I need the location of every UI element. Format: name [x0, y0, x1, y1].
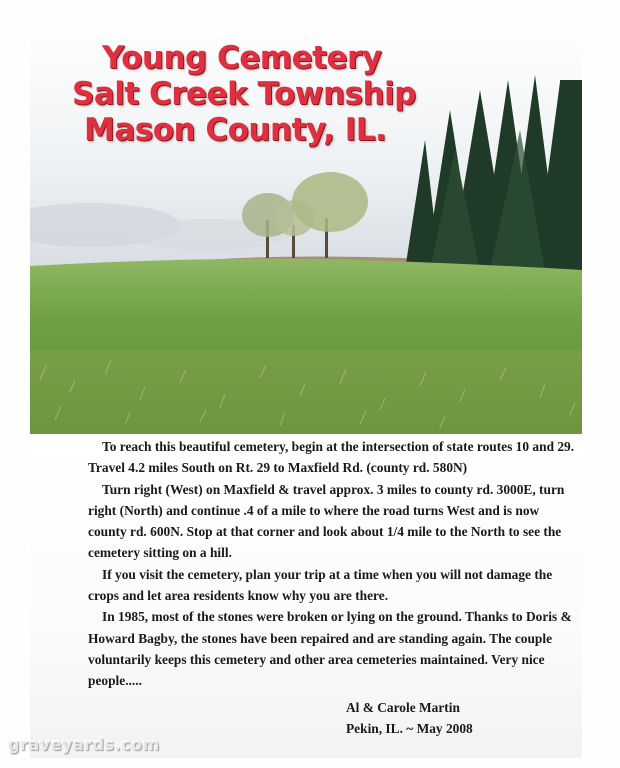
directions-text	[88, 436, 578, 692]
paragraph-directions-start: To reach this beautiful cemetery, begin at the intersection of state routes 10 and 29. Travel 4.2 miles South on Rt. 29 to Maxfield Rd. (county rd. 580N)	[88, 439, 575, 476]
title-line-county: Mason County, IL.	[84, 112, 387, 148]
cemetery-title	[72, 40, 416, 148]
title-line-cemetery: Young Cemetery	[102, 40, 382, 76]
paragraph-history: In 1985, most of the stones were broken or lying on the ground. Thanks to Doris & Howard Bagby, the stones have been repaired and are standing again. The couple voluntarily keeps this cemetery and other area cemeteries maintained. Very nice people.....	[88, 609, 572, 689]
paragraph-visit-advice: If you visit the cemetery, plan your trip at a time when you will not damage the crops and let area residents know why you are there.	[88, 566, 553, 604]
title-line-township: Salt Creek Township	[72, 76, 416, 112]
place-and-date: Pekin, IL. ~ May 2008	[346, 721, 473, 737]
signature-block	[346, 697, 473, 740]
author-names: Al & Carole Martin	[346, 700, 460, 715]
paragraph-directions-turn: Turn right (West) on Maxfield & travel approx. 3 miles to county rd. 3000E, turn right (North) and continue .4 of a mile to where the road turns West and is now county rd. 600N. Stop at that corner and look about 1/4 mile to the North to see the cemetery sitting on a hill.	[88, 481, 565, 561]
site-watermark: graveyards.com	[8, 735, 160, 754]
